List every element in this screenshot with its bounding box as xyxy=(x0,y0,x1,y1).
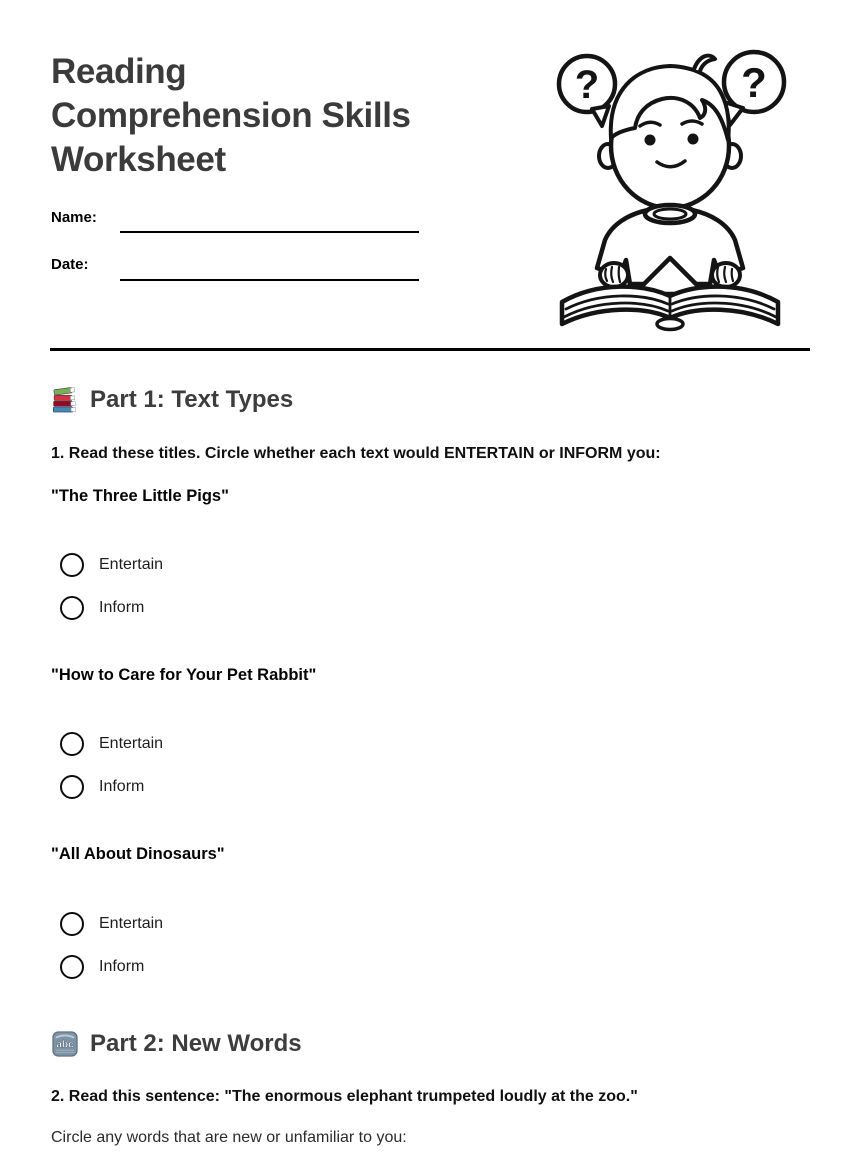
option-row-entertain-3[interactable] xyxy=(60,912,163,936)
abc-icon xyxy=(51,1030,79,1058)
option-row-inform-2[interactable] xyxy=(60,775,144,799)
part2-question: 2. Read this sentence: "The enormous elephant trumpeted loudly at the zoo." xyxy=(51,1088,638,1105)
inform-radio-2[interactable] xyxy=(60,775,84,799)
option-label: Entertain xyxy=(99,735,164,752)
option-row-inform-3[interactable] xyxy=(60,955,144,979)
option-row-inform-1[interactable] xyxy=(60,596,144,620)
part2-heading-text: Part 2: New Words xyxy=(90,1030,302,1057)
part1-heading xyxy=(51,386,293,414)
text-title-1: "The Three Little Pigs" xyxy=(51,487,229,505)
option-row-entertain-2[interactable] xyxy=(60,732,163,756)
option-label: Inform xyxy=(99,778,145,795)
part1-question: 1. Read these titles. Circle whether each text would ENTERTAIN or INFORM you: xyxy=(51,445,661,462)
svg-text:abc: abc xyxy=(56,1039,74,1051)
entertain-radio-3[interactable] xyxy=(60,912,84,936)
part1-heading-text: Part 1: Text Types xyxy=(90,386,294,413)
part2-heading xyxy=(51,1030,302,1058)
option-label: Entertain xyxy=(99,915,164,932)
reading-boy-illustration xyxy=(542,36,806,332)
date-input-line[interactable] xyxy=(120,279,419,281)
svg-text:?: ? xyxy=(741,59,767,106)
inform-radio-1[interactable] xyxy=(60,596,84,620)
page-title: Reading Comprehension Skills Worksheet xyxy=(51,52,411,179)
inform-radio-3[interactable] xyxy=(60,955,84,979)
option-label: Entertain xyxy=(99,556,164,573)
option-row-entertain-1[interactable] xyxy=(60,553,163,577)
svg-text:?: ? xyxy=(574,63,600,107)
name-input-line[interactable] xyxy=(120,231,419,233)
date-label: Date: xyxy=(51,256,89,273)
part2-instruction: Circle any words that are new or unfamiliar to you: xyxy=(51,1129,407,1146)
text-title-3: "All About Dinosaurs" xyxy=(51,845,225,863)
entertain-radio-1[interactable] xyxy=(60,553,84,577)
option-label: Inform xyxy=(99,599,145,616)
entertain-radio-2[interactable] xyxy=(60,732,84,756)
text-title-2: "How to Care for Your Pet Rabbit" xyxy=(51,666,317,684)
section-divider xyxy=(50,348,810,351)
option-label: Inform xyxy=(99,958,145,975)
name-label: Name: xyxy=(51,209,97,226)
books-icon xyxy=(51,386,79,414)
